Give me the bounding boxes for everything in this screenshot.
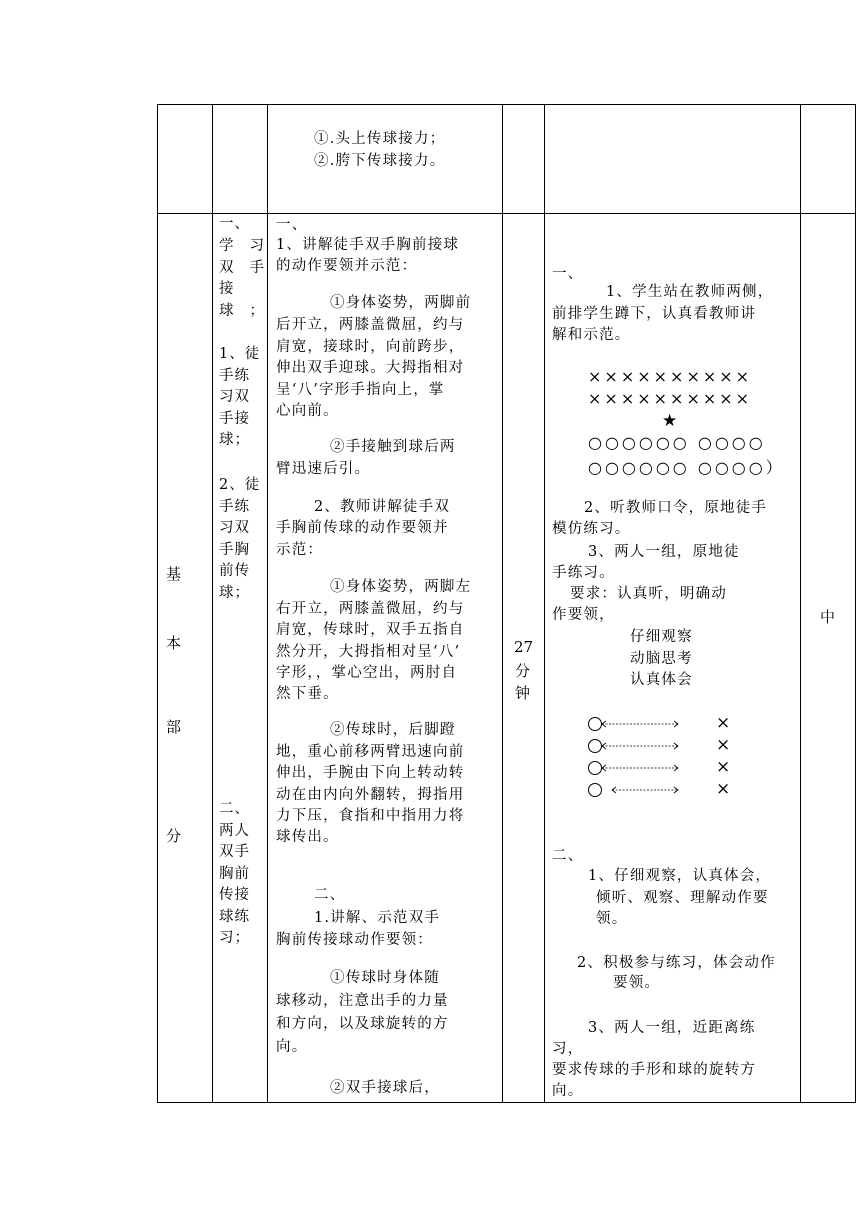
double-arrow-icon xyxy=(600,785,680,795)
student-line: 二、 xyxy=(552,848,584,864)
teacher-line: 1、讲解徒手双手胸前接球 xyxy=(276,237,460,253)
teacher-line: 右开立，两膝盖微屈，约与 xyxy=(276,601,465,617)
student-line: 倾听、观察、理解动作要 xyxy=(596,890,769,906)
teacher-line: 一、 xyxy=(276,217,308,233)
teacher-line: 球移动，注意出手的力量 xyxy=(276,993,449,1009)
teacher-line: 2、教师讲解徒手双 xyxy=(314,499,451,515)
student-line: 要求：认真听，明确动 xyxy=(570,586,727,602)
intensity-value: 中 xyxy=(820,608,836,626)
student-line: 习， xyxy=(552,1041,584,1057)
pair-arrow-row xyxy=(588,735,748,756)
double-arrow-icon xyxy=(600,763,680,773)
formation-row-3: ○○○○○○ ○○○○ xyxy=(588,433,766,452)
teacher-line: 伸出双手迎球。大拇指相对 xyxy=(276,360,465,376)
teacher-line: 二、 xyxy=(314,887,346,903)
partner-x-icon: × xyxy=(716,713,731,733)
student-line: 认真体会 xyxy=(630,672,693,688)
col-line-5 xyxy=(800,104,801,1103)
section-label-char-2: 本 xyxy=(166,634,182,652)
teacher-line: 力下压，食指和中指用力将 xyxy=(276,808,465,824)
content-part1-a: 一、 xyxy=(219,216,250,232)
table-bottom-border xyxy=(157,1102,856,1103)
section-label-char-3: 部 xyxy=(166,718,182,736)
student-line: 一、 xyxy=(552,266,584,282)
col-line-2 xyxy=(267,104,268,1103)
section-label-char-4: 分 xyxy=(166,827,182,845)
teacher-line: 伸出，手腕由下向上转动转 xyxy=(276,765,465,781)
student-line: 仔细观察 xyxy=(630,629,693,645)
teacher-line: 胸前传接球动作要领： xyxy=(276,932,433,948)
partner-x-icon: × xyxy=(716,757,731,777)
student-line: 要领。 xyxy=(613,975,661,991)
teacher-line: ①传球时身体随 xyxy=(330,970,440,986)
formation-row-2: ×××××××××× xyxy=(588,389,753,408)
col-line-1 xyxy=(212,104,213,1103)
time-value: 27 xyxy=(514,638,534,656)
teacher-line: 然分开，大拇指相对呈‘八’ xyxy=(276,644,461,660)
student-line: 向。 xyxy=(552,1083,584,1099)
content-part2: 二、两人双手胸前传接球练习； xyxy=(219,801,250,946)
teacher-line: 球传出。 xyxy=(276,829,339,845)
partner-x-icon: × xyxy=(716,735,731,755)
teacher-line: 向。 xyxy=(276,1039,308,1055)
content-part1-d: 2、徒手练习双手胸前传球； xyxy=(219,477,261,601)
student-line: 动脑思考 xyxy=(630,651,693,667)
col-line-3 xyxy=(502,104,503,1103)
teacher-line: 字形，，掌心空出，两肘自 xyxy=(276,665,458,681)
student-line: 2、积极参与练习，体会动作 xyxy=(577,955,776,971)
student-line: 3、两人一组，原地徒 xyxy=(588,544,740,560)
student-line: 3、两人一组，近距离练 xyxy=(588,1020,756,1036)
time-unit-2: 钟 xyxy=(515,684,531,702)
top-row-line-2: ②.胯下传球接力。 xyxy=(314,153,446,169)
formation-row-4: ○○○○○○ ○○○○） xyxy=(588,458,785,477)
teacher-line: ②双手接球后， xyxy=(330,1080,440,1096)
teacher-line: 呈‘八’字形手指向上，掌 xyxy=(276,382,445,398)
student-line: 2、听教师口令，原地徒手 xyxy=(584,500,768,516)
student-line: 模仿练习。 xyxy=(552,521,631,537)
student-line: 1、学生站在教师两侧， xyxy=(606,284,774,300)
student-line: 解和示范。 xyxy=(552,327,631,343)
teacher-line: 臂迅速后引。 xyxy=(276,461,371,477)
content-part1-c: 1、徒手练习双手接球； xyxy=(219,346,261,448)
pair-arrow-row xyxy=(588,779,748,800)
teacher-line: 手胸前传球的动作要领并 xyxy=(276,520,449,536)
teacher-line: ②传球时，后脚蹬 xyxy=(330,722,456,738)
student-line: 领。 xyxy=(596,911,628,927)
teacher-line: 1.讲解、示范双手 xyxy=(314,910,441,926)
teacher-line: 地，重心前移两臂迅速向前 xyxy=(276,744,465,760)
teacher-line: ②手接触到球后两 xyxy=(330,439,456,455)
section-label-char-1: 基 xyxy=(166,565,182,583)
pair-arrow-row xyxy=(588,713,748,734)
col-line-6 xyxy=(855,104,856,1103)
student-line: 作要领， xyxy=(552,607,615,623)
student-line: 要求传球的手形和球的旋转方 xyxy=(552,1062,757,1078)
teacher-star-icon: ★ xyxy=(662,411,681,431)
top-row-line-1: ①.头上传球接力； xyxy=(314,131,446,147)
teacher-line: 后开立，两膝盖微屈，约与 xyxy=(276,317,465,333)
partner-x-icon: × xyxy=(716,779,731,799)
col-line-4 xyxy=(544,104,545,1103)
formation-row-1: ×××××××××× xyxy=(588,367,753,386)
double-arrow-icon xyxy=(600,719,680,729)
teacher-line: ①身体姿势，两脚左 xyxy=(330,579,472,595)
teacher-line: ①身体姿势，两脚前 xyxy=(330,295,472,311)
student-line: 1、仔细观察，认真体会， xyxy=(588,868,772,884)
teacher-line: 心向前。 xyxy=(276,403,339,419)
teacher-line: 动在由内向外翻转，拇指用 xyxy=(276,787,465,803)
student-line: 前排学生蹲下，认真看教师讲 xyxy=(552,306,757,322)
pair-arrow-row xyxy=(588,757,748,778)
teacher-line: 肩宽，接球时，向前跨步， xyxy=(276,339,465,355)
content-part1-b: 学习双手接球； xyxy=(219,238,265,319)
teacher-line: 肩宽，传球时，双手五指自 xyxy=(276,622,465,638)
table-top-border xyxy=(157,104,856,105)
double-arrow-icon xyxy=(600,741,680,751)
teacher-line: 的动作要领并示范： xyxy=(276,258,418,274)
teacher-line: 然下垂。 xyxy=(276,686,339,702)
teacher-line: 和方向，以及球旋转的方 xyxy=(276,1016,449,1032)
time-unit-1: 分 xyxy=(515,662,531,680)
col-line-0 xyxy=(157,104,158,1103)
teacher-line: 示范： xyxy=(276,542,324,558)
student-line: 手练习。 xyxy=(552,565,615,581)
